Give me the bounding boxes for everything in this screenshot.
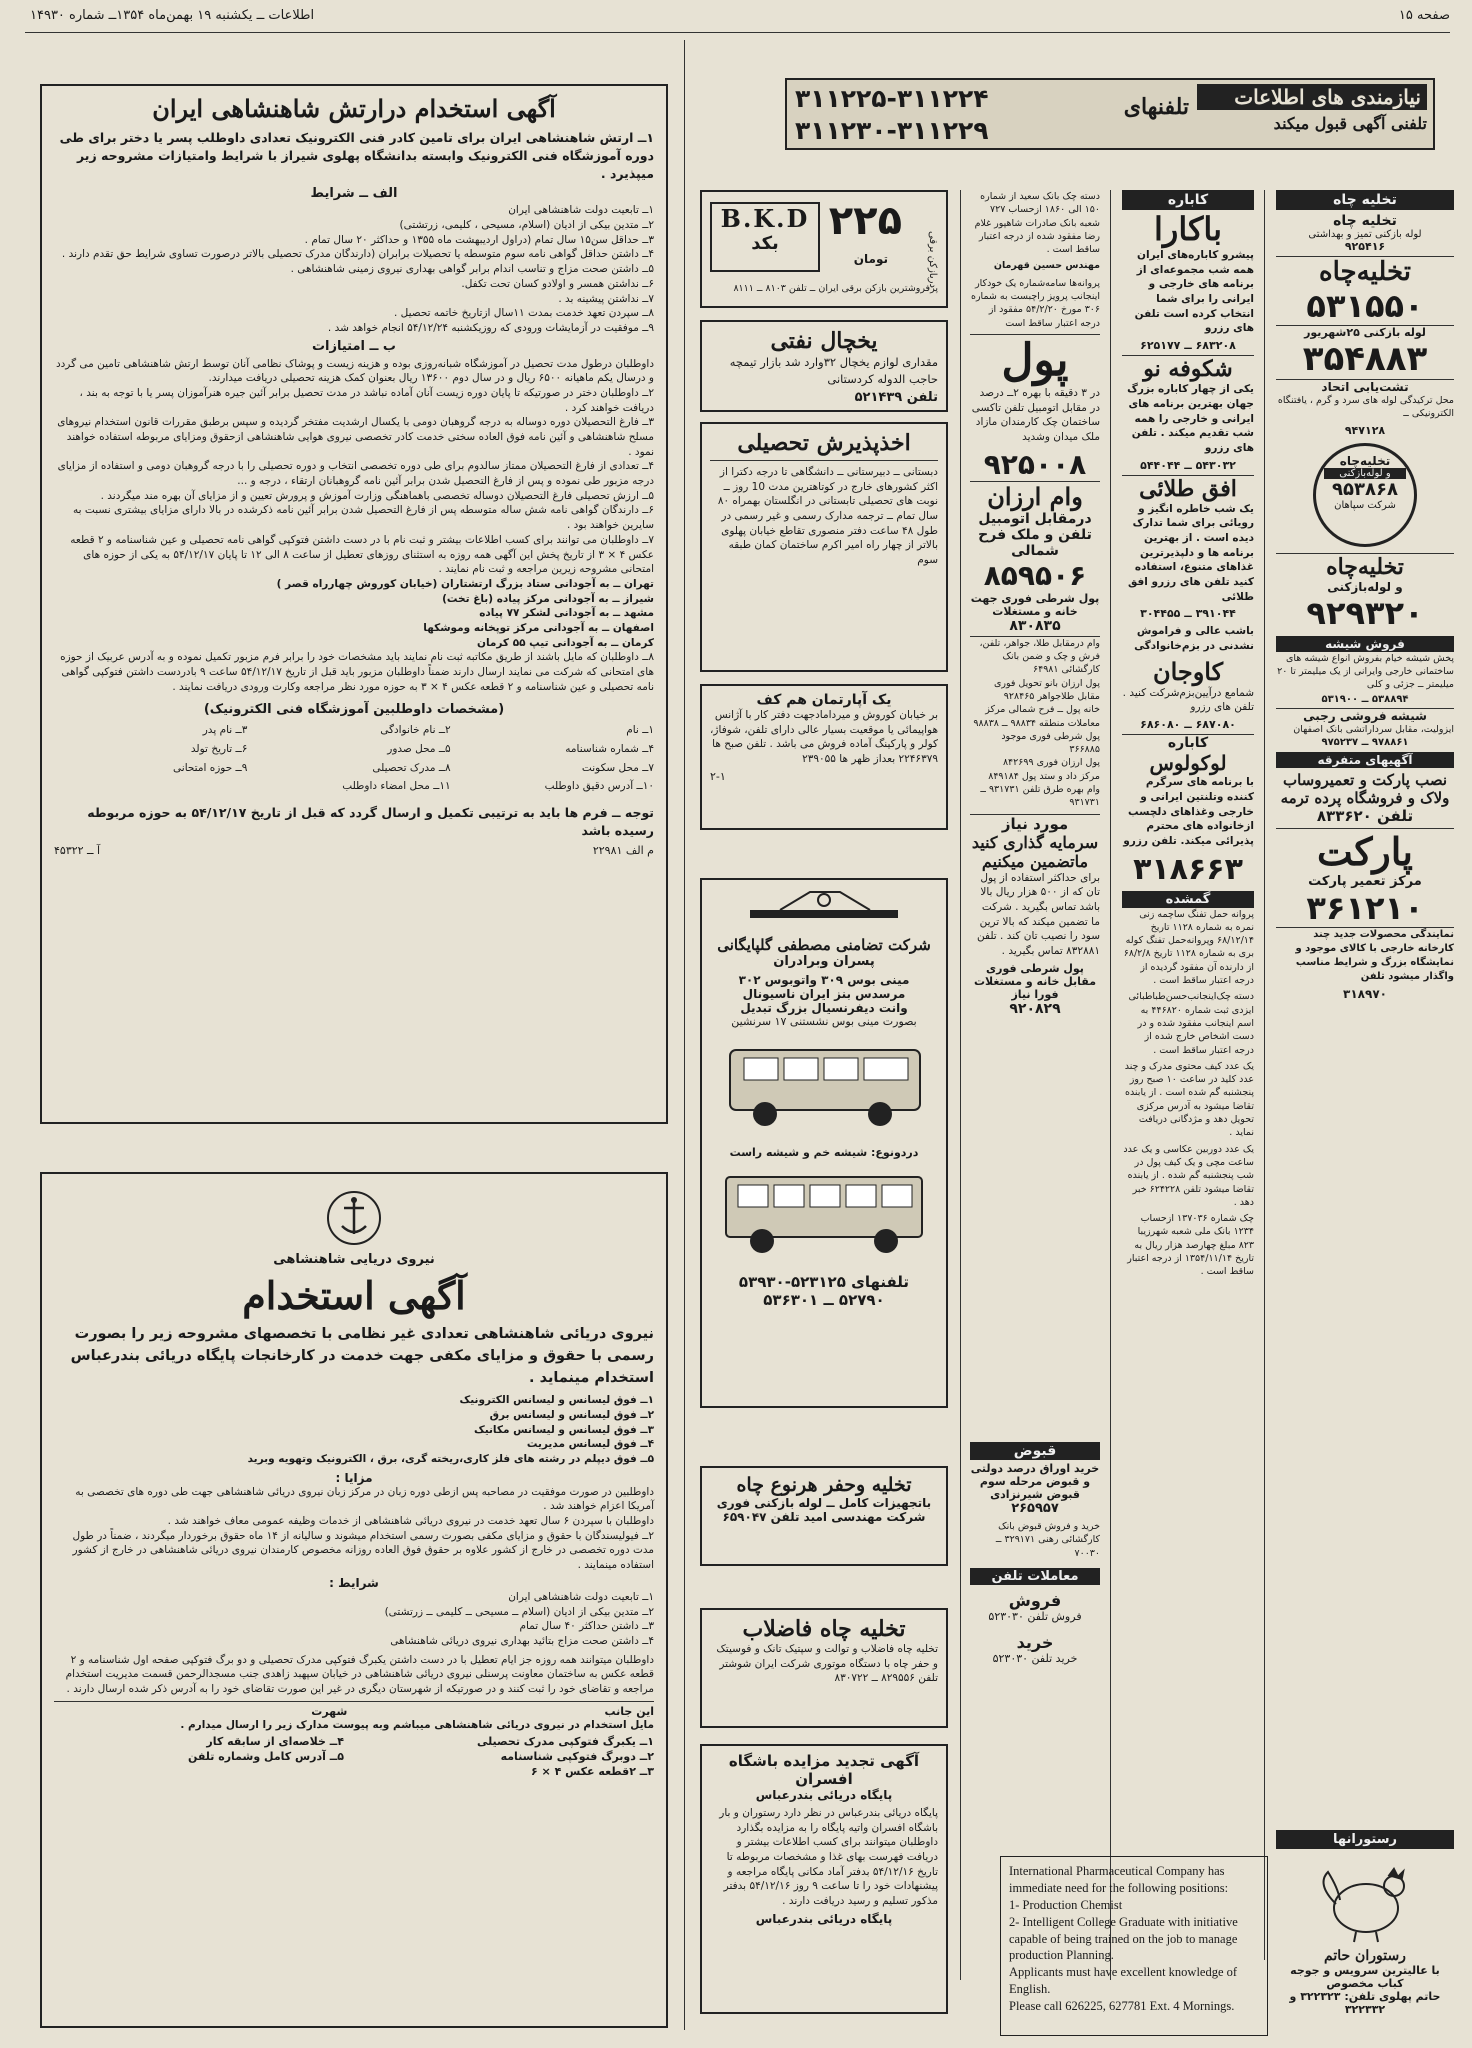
- kaveh-company: شرکت تضامنی مصطفی گلپایگانی: [717, 936, 931, 954]
- bacara-title: باکارا: [1154, 210, 1222, 248]
- sewage-title: تخلیه چاه فاضلاب: [742, 1616, 906, 1642]
- admission-ad: [700, 422, 948, 672]
- navy-doc: ۵ــ آدرس کامل وشماره تلفن: [187, 1750, 344, 1764]
- a4-title: تشت‌یابی اتحاد: [1276, 379, 1454, 394]
- list-item: ۱ــ تابعیت دولت شاهنشاهی ایران: [508, 204, 654, 217]
- navy-doc: ۱ــ یکبرگ فتوکپی مدرک تحصیلی: [476, 1735, 654, 1749]
- form-field: ۳ــ نام پدر: [202, 724, 248, 737]
- navy-emblem-icon: [324, 1188, 384, 1248]
- list-item: ۱ــ تابعیت دولت شاهنشاهی ایران: [508, 1590, 654, 1603]
- navy-conditions: [54, 1590, 654, 1649]
- loan-text: درمقابل اتومبیل تلفن و ملک فرح شمالی: [978, 510, 1092, 559]
- list-item: تهران ــ به آجودانی ستاد بزرگ ارتشتاران (خیابان کوروش چهارراه قصر ): [276, 577, 654, 590]
- navy-specialties: [54, 1393, 654, 1466]
- navy-benefits: [54, 1485, 654, 1573]
- bkd-ad: [700, 190, 948, 308]
- a2-phone: ۵۳۱۵۵۰: [1306, 287, 1424, 325]
- fridge-phone: تلفن ۵۲۱۴۳۹: [854, 390, 938, 406]
- fast-money: پول شرطی فوری مقابل خانه و مستغلات فورا نیاز: [973, 961, 1097, 1001]
- lost-text: پروانه حمل تفنگ ساچمه زنی نمره به شماره ۱۱۲۸ تاریخ ۶۸/۱۲/۱۴ وپروانه‌حمل تفنگ کوله بری به شماره ۱۱۲۸ تاریخ ۶۸/۲/۸ از دارنده آن مفقود گردیده از درجه اعتبار ساقط است .: [1123, 908, 1254, 987]
- army-form-title: (مشخصات داوطلبین آموزشگاه فنی الکترونیک): [203, 702, 505, 718]
- well-header: تخلیه چاه: [1276, 190, 1454, 210]
- navy-conditions-title: شرایط :: [329, 1575, 379, 1590]
- a1-phone: ۹۲۵۴۱۶: [1344, 240, 1386, 253]
- army-form-fields: [54, 723, 654, 794]
- misc-header: آگهیهای متفرقه: [1276, 752, 1454, 768]
- ofogh-title: افق طلائی: [1122, 475, 1254, 502]
- navy-benefits-title: مزایا :: [335, 1470, 373, 1485]
- kolus-phone: ۳۱۸۶۶۳: [1133, 851, 1243, 887]
- a5-circle3: شرکت سپاهان: [1334, 499, 1396, 511]
- lost-text4: یک عدد دوربین عکاسی و یک عدد ساعت مچی و یک کیف پول در شب پنجشنبه گم شده . از یابنده تقاضا میشود تلفن ۶۲۴۲۲۸ خبر دهد .: [1123, 1143, 1254, 1208]
- list-item: ۵ــ فوق دیپلم در رشته های فلز کاری،ریخته گری، برق ، الکترونیک وتهویه وبرید: [247, 1453, 654, 1465]
- auction-text: پایگاه دریائی بندرعباس در نظر دارد رستوران و بار باشگاه افسران واتیه پایگاه را به مزایده بگذارد داوطلبان میتوانند برای کسب اطلاعات بیشتر و دریافت فهرست بهای غذا و مشخصات مربوطه تا تاریخ ۵۴/۱۲/۱۶ بدفتر آماد مکانی پایگاه مراجعه و پیشنهادات خود را تا ساعت ۹ روز ۵۴/۱۲/۱۶ بدفتر مذکور تسلیم و رسید دریافت دارند .: [719, 1807, 938, 1908]
- kavoujan-text: شمامع درآیین‌بزم‌شرکت کنید . تلفن های رزرو: [1122, 686, 1254, 714]
- a6-title: تخلیه‌چاه: [1276, 553, 1454, 580]
- kolus-text: با برنامه های سرگرم کننده وتلنتین ایرانی و خارجی وغذاهای دلچسب ازخانواده های محترم پذیرائی میکند. تلفن رزرو: [1123, 776, 1254, 847]
- extra-text: خرید و فروش قبوض بانک کارگشائی رهنی ۳۲۹۱۷۱ ــ ۷۰۰۳۰: [995, 1521, 1100, 1559]
- navy-doc: ۴ــ خلاصه‌ای از سابقه کار: [206, 1735, 344, 1749]
- banner-phones-1: ۳۱۱۲۲۵-۳۱۱۲۲۴: [795, 84, 989, 113]
- list-item: ۲ــ متدین بیکی از ادیان (اسلام، مسیحی ، کلیمی، زرتشتی): [399, 219, 654, 232]
- bacara-phone: ۶۸۳۲۰۸ ــ ۶۲۵۱۷۷: [1140, 339, 1236, 353]
- army-section-b: ب ــ امتیازات: [311, 338, 396, 354]
- kolus-pre: کاباره: [1122, 734, 1254, 751]
- army-section-a: الف ــ شرایط: [310, 186, 398, 202]
- list-item: ۴ــ فوق لیسانس مدیریت: [526, 1438, 654, 1451]
- list-item: ۳ــ داشتن حداکثر ۴۰ سال تمام: [519, 1620, 654, 1633]
- restaurants-header-wrap: [1276, 1830, 1454, 1860]
- glass2-phone: ۹۷۸۸۶۱ ــ ۹۷۵۲۳۷: [1321, 736, 1409, 748]
- kaveh-phones: تلفنهای ۵۲۳۱۲۵-۵۳۹۳۰: [738, 1273, 910, 1291]
- ofogh-phone: ۳۹۱۰۴۴ ــ ۳۰۴۴۵۵: [1140, 607, 1236, 621]
- form-field: ۱۰ــ آدرس دقیق داوطلب: [544, 780, 654, 793]
- buy-phone: خرید تلفن ۵۲۳۰۳۰: [992, 1651, 1078, 1665]
- list-item: داوطلبین در صورت موفقیت در مصاحبه پس ازطی دوره زبان در مرکز زبان نیروی دریائی شاهنشاهی جهت طی دوره های تخصصی به آمریکا اعزام خواهند شد .: [75, 1485, 654, 1513]
- list-item: ۵ــ ارزش تحصیلی فارغ التحصیلان دوساله تخصصی باهماهنگی وزارت آموزش و پرورش تعیین و از مزایای آن بهره مند میگردند .: [100, 489, 654, 502]
- check-sign: مهندس حسین قهرمان: [993, 260, 1100, 272]
- list-item: ۳ــ حداقل سن۱۵ سال تمام (دراول اردیبهشت ماه ۱۳۵۵ و حداکثر ۲۰ سال تمام .: [304, 233, 654, 246]
- army-code-right: م الف ۲۲۹۸۱: [592, 844, 654, 858]
- pool-text: در ۳ دقیقه با بهره ۲ــ درصد در مقابل اتومبیل تلفن تاکسی ساختمان چک کارمندان مازاد ملک میدان وشدید: [971, 386, 1100, 444]
- minibus-1-icon: [710, 1032, 938, 1142]
- navy-apply-label-left: این جانب: [604, 1704, 654, 1718]
- list-item: ۸ــ سپردن تعهد خدمت بمدت ۱۱سال ازتاریخ خاتمه تحصیل .: [393, 307, 654, 320]
- list-item: خانه پول ــ فرح شمالی مرکز معاملات منطقه ۹۸۸۳۴ ــ ۹۸۸۳۸: [973, 704, 1100, 729]
- restaurants-header: رستورانها: [1276, 1830, 1454, 1849]
- list-item: پول ارزان فوری ۸۴۲۶۹۹: [1002, 757, 1100, 769]
- lost-text5: چک شماره ۱۳۷۰۳۶ ازحساب ۱۲۳۴ بانک ملی شعبه شهرزیبا ۸۲۳ مبلغ چهارصد هزار ریال به تاریخ ۱۳۵۴/۱۱/۱۴ از درجه اعتبار ساقط است .: [1127, 1213, 1254, 1278]
- kaveh-phones2: ۵۲۷۹۰ ــ ۵۳۶۳۰۱: [763, 1291, 885, 1309]
- check-notice: دسته چک بانک سعید از شماره ۱۵۰ الی ۱۸۶۰ ازحساب ۷۲۷ شعبه بانک صادرات شاهپور غلام رضا مفقود شده از درجه اعتبار ساقط است .: [974, 191, 1100, 256]
- kolus-title: لوکولوس: [1149, 751, 1227, 776]
- bkd-price: ۲۲۵: [828, 198, 902, 244]
- apartment-title: یک آپارتمان هم کف: [756, 692, 892, 708]
- pool-title: پول: [970, 334, 1100, 386]
- list-item: ۷ــ داوطلبان می توانند برای کسب اطلاعات بیشتر و ثبت نام با در دست داشتن فتوکپی گواهی نامه تحصیلی و عین شناسنامه و ۲ قطعه عکس ۴ × ۳ از تاریخ پخش این آگهی همه روزه به استثنای روزهای تعطیل از ساعت ۸ الی ۱۲ تا پایان ۵۴/۱۲/۱۷ به یکی از حوزه های امتحانی مشروحه زیرین مراجعه و ثبت نام نمایند .: [70, 533, 654, 576]
- army-benefits-list: [54, 357, 654, 695]
- minibus-2-icon: [710, 1159, 938, 1269]
- list-item: مشهد ــ به آجودانی لشکر ۷۷ پیاده: [479, 607, 654, 620]
- parquet-phone: تلفن ۸۳۳۶۲۰: [1316, 806, 1414, 825]
- navy-apply-label-right: شهرت: [311, 1704, 348, 1718]
- list-item: ۴ــ داشتن صحت مزاج بتائید بهداری نیروی دریائی شاهنشاهی: [390, 1634, 654, 1647]
- tel-header: معاملات تلفن: [970, 1568, 1100, 1585]
- loan-title: وام ارزان: [970, 481, 1100, 511]
- navy-doc: ۳ــ ۲قطعه عکس ۴ × ۶: [530, 1765, 654, 1779]
- classifieds-banner: [785, 78, 1435, 150]
- list-item: داوطلبان درطول مدت تحصیل در آموزشگاه شبانه‌روزی بوده و هزینه زیست و پوشاک نظامی آنان توسط ارتش شاهنشاهی تامین می گردد و درسال یکم ماهیانه ۶۵۰۰ ریال و در سال دوم ۱۳۶۰۰ ریال بعنوان کمک هزینه تحصیلی دریافت میدارند.: [55, 357, 654, 385]
- list-item: کرمان ــ به آجودانی تیپ ۵۵ کرمان: [477, 636, 654, 649]
- banner-title: نیازمندی های اطلاعات: [1197, 84, 1427, 110]
- kavoujan-title: کاوجان: [1152, 656, 1224, 686]
- sell-phone: فروش تلفن ۵۲۳۰۳۰: [988, 1609, 1082, 1623]
- navy-ad: [40, 1172, 668, 2028]
- apartment-ad: [700, 684, 948, 830]
- capital-head: مورد نیاز: [970, 814, 1100, 833]
- english-pharma-ad: [1000, 1856, 1268, 2036]
- rest-phones: حاتم پهلوی تلفن: ۳۲۲۳۲۳ و ۳۲۲۳۳۲: [1289, 1990, 1441, 2016]
- bkd-text: پرفروشترین بازکن برقی ایران ــ تلفن ۸۱۰۳ ــ ۸۱۱۱: [733, 283, 938, 294]
- ofogh-text: یک شب خاطره انگیز و رویائی برای شما تدارک دیده است . از بهترین برنامه ها و دلپذیرترین غذاهای متنوع، استفاده کنید تلفن های رزرو افق طلائی: [1127, 502, 1254, 603]
- navy-doc: ۲ــ دوبرگ فتوکپی شناسنامه: [500, 1750, 654, 1764]
- list-item: وام درمقابل طلا، جواهر، تلفن، فرش و چک و ضمن بانک کارگشائی ۶۴۹۸۱: [979, 637, 1100, 676]
- banner-phones-2: ۳۱۱۲۳۰-۳۱۱۲۲۹: [795, 116, 989, 145]
- form-field: ۵ــ محل صدور: [387, 743, 451, 756]
- a5-phone: ۹۵۳۸۶۸: [1332, 478, 1398, 500]
- kaveh-line3: وانت دیفرنسیال بزرگ تبدیل: [740, 1001, 908, 1015]
- navy-org: نیروی دریایی شاهنشاهی: [273, 1252, 435, 1267]
- a3-text: لوله بازکنی ۲۵شهریور: [1276, 325, 1454, 339]
- sewage-text: تخلیه چاه فاضلاب و توالت و سپتیک تانک و فوسیتک و حفر چاه با دستگاه موتوری شرکت ایران شوشتر تلفن ۸۲۹۵۵۶ ــ ۸۳۰۷۲۲: [716, 1643, 938, 1685]
- list-item: ۶ــ دارندگان گواهی نامه شش ساله متوسطه پس از فارغ التحصیل شدن برابر آئین نامه ذکرشده در بالا دارای مزایای بیشتری نسبت به سایرین خواهند بود .: [73, 504, 654, 532]
- form-field: ۶ــ تاریخ تولد: [190, 743, 248, 756]
- parket-title: پارکت: [1276, 828, 1454, 874]
- banner-phones-label: تلفنهای: [1123, 94, 1189, 120]
- form-field: ۷ــ محل سکونت: [581, 761, 654, 774]
- list-item: ۳ــ فارغ التحصیلان دوره دوساله به درجه گروهبان دومی با یکسال ارشدیت مفتخر گردیده و سپس برطبق مقررات قانون استخدام نیروهای مسلح شاهنشاهی و آئین نامه فوق العاده سختی خدمت کادر تخصصی نیروی هوایی شاهنشاهی ازحقوق ومزایای مربوطه استفاده خواهند نمود .: [57, 416, 654, 458]
- restaurant-hatam-ad: [1276, 1864, 1454, 2034]
- list-item: ۱ــ فوق لیسانس و لیسانس الکترونیک: [459, 1394, 654, 1407]
- shokoufeh-phone: ۵۴۳۰۳۲ ــ ۵۴۴۰۴۴: [1140, 458, 1236, 472]
- a2-title: تخلیه‌چاه: [1276, 256, 1454, 287]
- glass-phone: ۵۳۸۸۹۴ ــ ۵۳۱۹۰۰: [1321, 694, 1409, 706]
- list-item: ۹ــ موفقیت در آزمایشات ورودی که روزیکشنبه ۵۴/۱۲/۲۴ انجام خواهد شد .: [327, 321, 654, 334]
- loan-phone: ۸۵۹۵۰۶: [983, 558, 1087, 592]
- fridge-title: یخچال نفتی: [770, 328, 878, 354]
- parket-phone: ۳۶۱۲۱۰: [1306, 888, 1424, 927]
- lost-text2: دسته چک‌اینجانب‌حسن‌طباطبائی ایزدی ثبت شماره ۴۴۶۸۲۰ به اسم اینجانب مفقود شده و در دست اشخاص خارج شده از درجه اعتبار ساقط است .: [1128, 991, 1254, 1056]
- bacara-text: پیشرو کاباره‌های ایران همه شب مجموعه‌ای از برنامه های خارجی و ایرانی را برای شما انتخاب کرده است تلفن های رزرو: [1134, 249, 1254, 335]
- a5-circle1: تخلیه‌چاه: [1339, 453, 1391, 468]
- masthead: اطلاعات ــ یکشنبه ۱۹ بهمن‌ماه ۱۳۵۴ــ شماره ۱۴۹۳۰: [30, 8, 315, 23]
- army-note: توجه ــ فرم ها باید به ترتیبی تکمیل و ارسال گردد که قبل از تاریخ ۵۴/۱۲/۱۷ به حوزه مربوطه رسیده باشد: [87, 805, 654, 839]
- list-item: ۳ــ فوق لیسانس و لیسانس مکانیک: [473, 1423, 654, 1436]
- kaveh-line2: مرسدس بنز ایران ناسیونال: [742, 987, 906, 1001]
- import-phone: ۳۱۸۹۷۰: [1343, 986, 1387, 1001]
- list-item: ۴ــ تعدادی از فارغ التحصیلان ممتاز سالدوم برای طی دوره تخصصی انتخاب و دوره تحصیلی را با درجه گروهبان دومی و استفاده از مزایای درجه مزبور طی نموده و پس از فارغ التحصیل شدن برابر آئین نامه گروهبانان ارتقاء ، درجه و ...: [57, 460, 654, 488]
- a5-circle-badge: [1313, 443, 1417, 547]
- list-item: ۲ــ فوق لیسانس و لیسانس برق: [489, 1408, 654, 1421]
- capital-text: برای حداکثر استفاده از پول تان که از ۵۰۰ هزار ریال بالا باشد تماس بگیرید . شرکت ما تضمین میکند که بالا ترین سود را نصیب تان کند . تلفن ۸۳۲۸۸۱ تماس بگیرید .: [977, 871, 1100, 958]
- col3-bottom: [970, 1442, 1100, 1772]
- navy-title: آگهی استخدام: [242, 1273, 466, 1318]
- well-dig-text: باتجهیزات کامل ــ لوله بازکنی فوری: [716, 1496, 932, 1510]
- import-text: نمایندگی محصولات جدید چند کارخانه خارجی با کالای موجود و نمایشگاه بزرگ و شرایط مناسب واگذار میشود تلفن: [1276, 927, 1454, 984]
- list-item: ۴ــ داشتن حداقل گواهی نامه سوم متوسطه یا تحصیلات برابران (دارندگان مدرک تحصیلی بالاتر درصورت تساوی شرایط حق تقدم دارند .: [61, 248, 654, 261]
- army-ad-intro: ۱ــ ارتش شاهنشاهی ایران برای تامین کادر فنی الکترونیک تعدادی داوطلب پسر یا دختر برای طی دوره آموزشگاه فنی الکترونیک وابسته بدانشگاه پهلوی شیراز با شرایط وامتیازات مشروحه زیر میپذیرد .: [59, 130, 654, 182]
- army-ad-title: آگهی استخدام درارتش شاهنشاهی ایران: [152, 94, 556, 123]
- col5: [1276, 190, 1454, 1810]
- buy-label: خرید: [1016, 1632, 1054, 1652]
- company-logo-icon: [710, 886, 938, 932]
- kaveh-line4: بصورت مینی بوس نشستنی ۱۷ سرنشین: [731, 1015, 917, 1028]
- loans-header: قبوض: [970, 1442, 1100, 1460]
- auction-sign: پایگاه دریائی بندرعباس: [755, 1911, 893, 1926]
- col3: [970, 190, 1100, 1430]
- admission-text: دبستانی ــ دبیرستانی ــ دانشگاهی تا درجه دکترا از اکثر کشورهای خارج در کوتاهترین مدت 10 روز ــ نوبت های تحصیلی تابستانی در انگلستان بهمراه ۸۰ سال تمام ــ ترجمه مدارک رسمی و غیر رسمی در طول ۴۸ ساعت دفتر منصوری تقاطع خیابان پهلوی بالاتر از چهار راه امیر اکرم ساختمان کمان طبقه سوم: [717, 466, 938, 567]
- list-item: مرکز داد و ستد پول ۸۴۹۱۸۴: [988, 770, 1100, 782]
- bkd-caption: دربازکن برقی: [927, 231, 938, 288]
- kaveh-sub: پسران وبرادران: [773, 954, 875, 969]
- a6-sub: و لوله‌بازکنی: [1327, 579, 1403, 594]
- fridge-ad: [700, 320, 948, 412]
- english-pos1: 1- Production Chemist: [1009, 1897, 1123, 1912]
- navy-apply-text: داوطلبان میتوانند همه روزه جز ایام تعطیل با در دست داشتن یکبرگ فتوکپی مدرک تحصیلی و دو برگ فتوکپی صفحه اول شناسنامه و ۲ قطعه عکس به ساختمان معاونت پرسنلی نیروی دریائی شاهنشاهی در خیابان سپهبد زاهدی جنب مسجدالرحمن قسمت مدیریت استخدام مراجعه و تقاضای خود را ثبت کنند و در صورتیکه از شهرستان دیگری در غیر این صورت تقاضای خود را به آدرس ذکر شده ارسال دارند .: [65, 1653, 654, 1695]
- list-item: شیراز ــ به آجودانی مرکز پیاده (باغ تخت): [442, 592, 654, 605]
- lost-text3: یک عدد کیف محتوی مدرک و چند عدد کلید در ساعت ۱۰ صبح روز پنجشنبه گم شده است . از یابنده تقاضا میشود به آدرس مرکزی تحویل دهد و مژدگانی دریافت نماید .: [1124, 1060, 1254, 1139]
- form-field: ۲ــ نام خانوادگی: [380, 724, 451, 737]
- page-number: صفحه ۱۵: [1398, 8, 1450, 23]
- parquet-text: نصب پارکت و تعمیروساب ولاک و فروشگاه پرده ترمه: [1280, 770, 1450, 807]
- pool-phone: ۹۲۵۰۰۸: [983, 447, 1087, 481]
- capital-title: سرمایه گذاری کنید ماتضمین میکنیم: [971, 832, 1099, 871]
- auction-ad: [700, 1744, 948, 2014]
- list-item: داوطلبان با سپردن ۶ سال تعهد خدمت در نیروی دریائی شاهنشاهی از خدمات وظیفه عمومی معاف خواهند شد .: [167, 1515, 654, 1528]
- rooster-icon: [1276, 1864, 1454, 1944]
- apartment-text: بر خیابان کوروش و میردامادجهت دفتر کار با آژانس هواپیمائی یا موقعیت بسیار عالی دارای تلفن، شوفاژ، کولر و پارکینگ آماده فروش می باشد . تلفن صبح ها ۲۲۴۶۳۷۹ بعداز ظهر ها ۲۳۹۰۵۵: [710, 709, 938, 766]
- navy-apply-line: مایل استخدام در نیروی دریائی شاهنشاهی میباشم وبه پیوست مدارک زیر را ارسال میدارم .: [180, 1718, 654, 1731]
- apartment-code: ۲-۱: [710, 769, 726, 783]
- col4: [1122, 190, 1254, 1910]
- a1-text: لوله بازکنی تمیز و بهداشتی: [1308, 229, 1422, 240]
- shokoufeh-title: شکوفه نو: [1122, 355, 1254, 382]
- list-item: ۵ــ داشتن صحت مزاج و تناسب اندام برابر گواهی بهداری نیروی زمینی شاهنشاهی .: [290, 263, 654, 276]
- glass2-title: شیشه فروشی رجبی: [1276, 708, 1454, 723]
- bkd-brand-fa: بکد: [751, 233, 779, 254]
- list-item: پول ارزان بانو تحویل فوری مقابل طلاجواهر ۹۲۸۴۶۵: [993, 677, 1100, 702]
- bkd-brand: B.K.D: [720, 204, 810, 233]
- form-field: ۸ــ مدرک تحصیلی: [372, 761, 451, 774]
- list-item: اصفهان ــ به آجودانی مرکز توپخانه وموشکها: [423, 621, 654, 634]
- lost-header: گمشده: [1122, 891, 1254, 908]
- kavoujan-phone: ۶۸۷۰۸۰ ــ ۶۸۶۰۸۰: [1140, 718, 1236, 732]
- a5-circle2: و لوله‌بازکنی: [1324, 468, 1406, 479]
- well-dig-ad: [700, 1466, 948, 1566]
- list-item: ۸ــ داوطلبان که مایل باشند از طریق مکاتبه ثبت نام نمایند باید مشخصات خود را برابر فرم مزبور تکمیل نموده و به آدرس عربیک از حوزه های امتحانی که شرکت می نمایند ارسال دارند ضمناً داوطلبان مزبور باید قبل از تاریخ ۵۴/۱۲/۱۷ ساعت ۹ بادردست داشتن فتوکپی گواهی نامه تحصیلی و عین شناسنامه و ۲ قطعه عکس ۴ × ۳ به حوزه مورد نظر مراجعه وکارت ورودی دریافت نمایند .: [60, 651, 654, 693]
- cabaret-header: کاباره: [1122, 190, 1254, 210]
- a3-phone: ۳۵۴۸۸۳: [1302, 339, 1428, 379]
- list-item: ۷ــ نداشتن پیشینه بد .: [558, 292, 654, 305]
- loans-text: خرید اوراق درصد دولتی و قبوض مرحله سوم قبوض شیرنزادی: [970, 1462, 1100, 1501]
- rest-text: با عالیترین سرویس و جوجه کباب مخصوص: [1290, 1964, 1440, 1990]
- english-pos2: 2- Intelligent College Graduate with initiative capable of being trained on the job to manage production Planning.: [1009, 1914, 1238, 1963]
- list-item: ۶ــ نداشتن همسر و اولادو کسان تحت تکفل.: [461, 277, 654, 290]
- auction-title: آگهی تجدید مزایده باشگاه افسران: [728, 1752, 920, 1788]
- quick-loan: پول شرطی فوری جهت خانه و مستغلات: [970, 591, 1100, 618]
- col3-misc-list: [970, 636, 1100, 810]
- sewage-ad: [700, 1608, 948, 1728]
- english-line3: Applicants must have excellent knowledge of English.: [1009, 1965, 1238, 1997]
- license-notice: پروانه‌ها سامه‌شماره یک خودکار اینجانب پرویز راچبست به شماره ۳۰۶ مورخ ۵۴/۲/۲۰ مفقود از درجه اعتبار ساقط است: [970, 277, 1100, 329]
- glass-text: پخش شیشه خیام بفروش انواع شیشه های ساختمانی خارجی وایرانی از یک میلیمتر تا ۲۰ میلیمتر ــ جزئی و کلی: [1277, 652, 1454, 691]
- kaveh-bus-ad: [700, 878, 948, 1408]
- list-item: پول شرطی فوری موجود ۳۶۶۸۸۵: [1001, 730, 1100, 756]
- rest-title: رستوران حاتم: [1324, 1948, 1406, 1964]
- a6-phone: ۹۲۹۳۲۰: [1306, 593, 1424, 632]
- well-dig-phone: شرکت مهندسی امید تلفن ۶۵۹۰۴۷: [722, 1510, 926, 1524]
- list-item: ۲ــ داوطلبان دختر در صورتیکه تا پایان دوره زیست آنان آماده نباشد در مدت تحصیل برابر آئین جیره هنرآموزان پسر یا با توجه به بند ، دریافت خواهند کرد .: [79, 386, 654, 414]
- list-item: ۲ــ فیولیسندگان با حقوق و مزایای مکفی بصورت رسمی استخدام میشوند و سالیانه از ۱۴ ماه حقوق برخوردار میگردند ، ضمناً در طول مدت دوره تخصصی در خارج از کشور علاوه بر حقوق فوق العاده روزانه مخصوص کارمندان نیروی دریائی شاهنشاهی در خارج از کشور استفاده مینمایند .: [72, 1529, 654, 1572]
- glass-header: فروش شیشه: [1276, 636, 1454, 652]
- list-item: وام بهره طرق تلفن ۹۳۱۷۳۱ ــ ۹۳۱۷۳۱: [980, 783, 1100, 809]
- english-line4: Please call 626225, 627781 Ext. 4 Mornings.: [1009, 1999, 1235, 2013]
- army-conditions-list: [54, 203, 654, 335]
- auction-sub: پایگاه دریائی بندرعباس: [755, 1788, 893, 1802]
- kaveh-caption: دردونوع: شیشه خم و شیشه راست: [729, 1146, 919, 1159]
- glass2-text: ایزولیت، مقابل سرداراتشی بانک اصفهان: [1293, 724, 1454, 736]
- form-field: ۴ــ شماره شناسنامه: [565, 743, 654, 756]
- english-line1: International Pharmaceutical Company has immediate need for the following positions:: [1009, 1864, 1229, 1895]
- list-item: ۲ــ متدین بیکی از ادیان (اسلام ــ مسیحی ــ کلیمی ــ زرتشتی): [384, 1605, 654, 1618]
- army-code-left: آ ــ ۴۵۳۲۲: [54, 844, 101, 858]
- form-field: ۹ــ حوزه امتحانی: [173, 761, 248, 774]
- kaveh-line1: مینی بوس ۳۰۹ واتوبوس ۳۰۲: [738, 973, 910, 987]
- quick-phone: ۸۳۰۸۳۵: [1009, 617, 1061, 634]
- sell-label: فروش: [1008, 1590, 1062, 1610]
- form-field: ۱ــ نام: [626, 724, 654, 737]
- fast-phone: ۹۲۰۸۲۹: [1009, 1000, 1061, 1017]
- a4-phone: ۹۴۷۱۲۸: [1344, 423, 1386, 437]
- kavoujan-intro: باشب عالی و فراموش نشدنی در بزم‌خانوادگی: [1134, 625, 1254, 653]
- navy-intro: نیروی دریائی شاهنشاهی تعدادی غیر نظامی با تخصصهای مشروحه زیر را بصورت رسمی با حقوق و مزایای مکفی جهت خدمت در کارخانجات پایگاه دریائی بندرعباس استخدام مینماید .: [70, 1326, 654, 1386]
- admission-title: اخذپذیرش تحصیلی: [710, 430, 938, 461]
- fridge-text: مقداری لوازم یخچال ۳۲وارد شد بازار تیمچه حاجب الدوله کردستانی: [729, 355, 938, 386]
- form-field: ۱۱ــ محل امضاء داوطلب: [342, 780, 451, 793]
- a1-title: تخلیه چاه: [1333, 213, 1397, 229]
- loans-phone: ۲۶۵۹۵۷: [1011, 1501, 1059, 1516]
- army-ad: [40, 84, 668, 1124]
- banner-subtitle: تلفنی آگهی قبول میکند: [1273, 114, 1427, 133]
- a4-text: محل ترکیدگی لوله های سرد و گرم ، یافتنگاه الکترونیکی ــ: [1277, 395, 1454, 420]
- shokoufeh-text: یکی از چهار کاباره بزرگ جهان بهترین برنامه های ایرانی و خارجی را همه شب تقدیم میکند . تلفن های رزرو: [1127, 383, 1254, 454]
- bkd-currency: تومان: [853, 252, 888, 266]
- well-dig-title: تخلیه وحفر هرنوع چاه: [736, 1474, 912, 1496]
- parket-sub: مرکز تعمیر پارکت: [1308, 873, 1422, 889]
